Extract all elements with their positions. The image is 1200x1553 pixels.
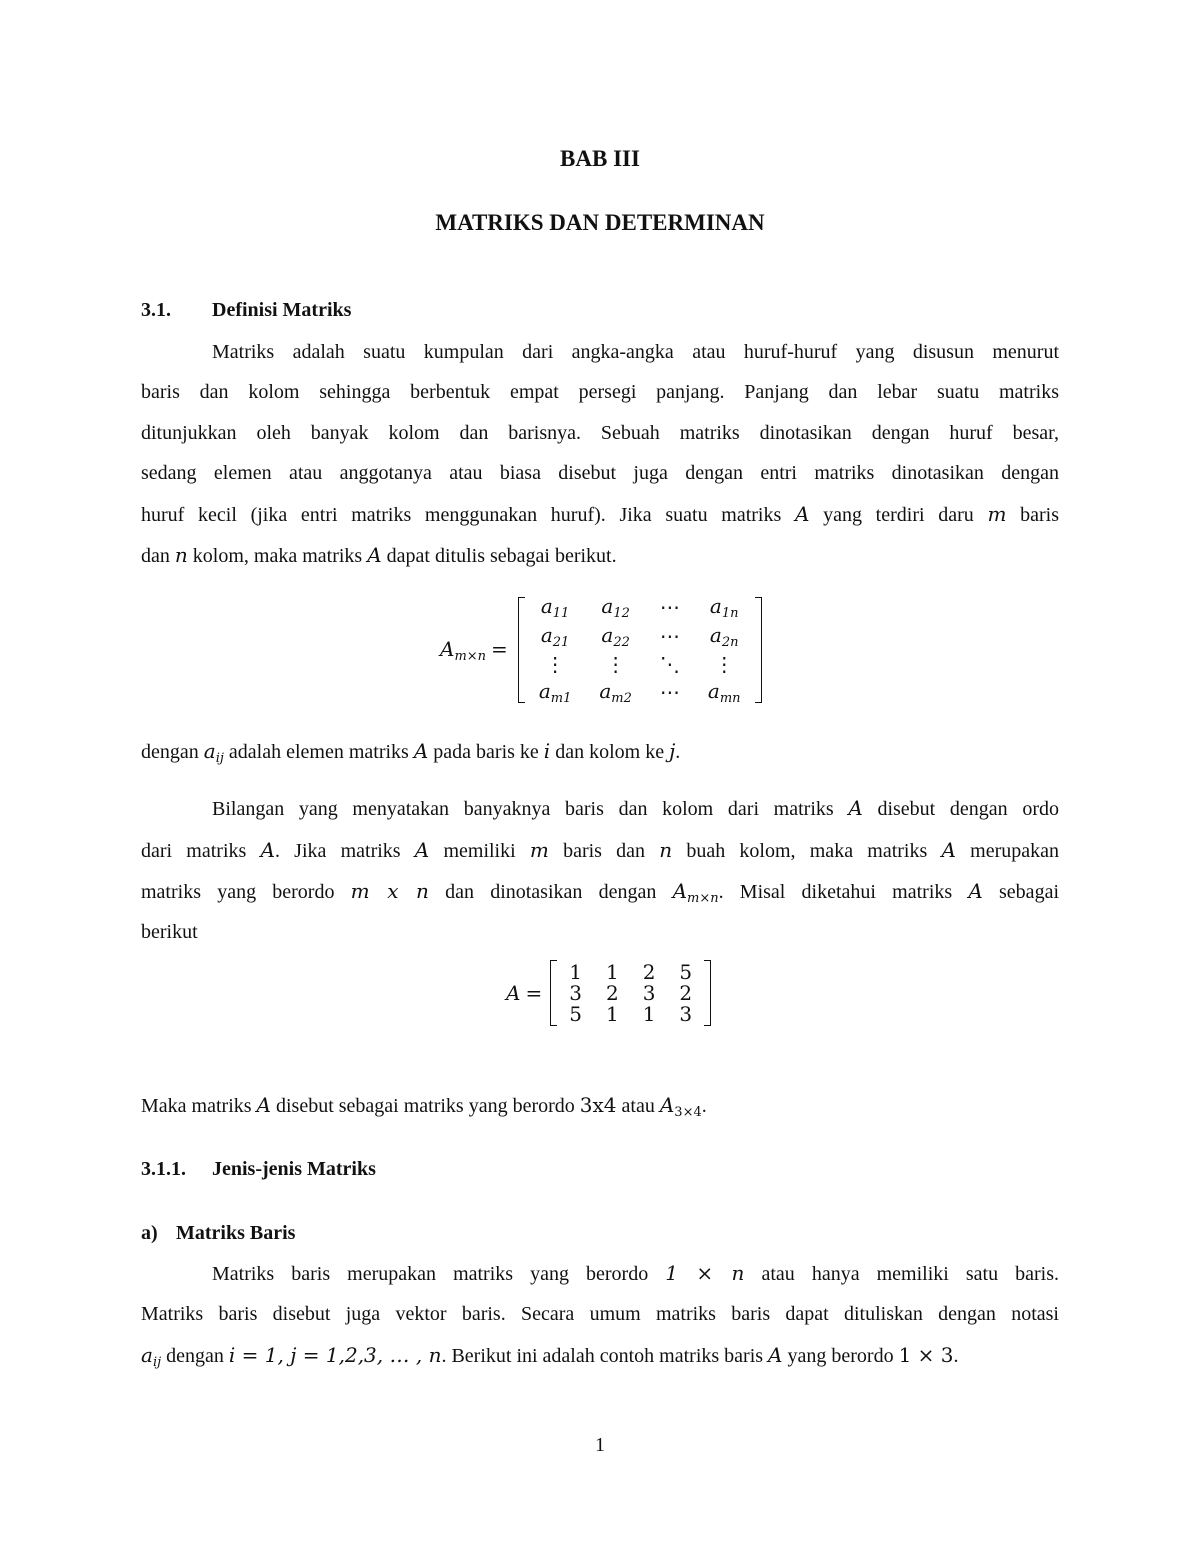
math-var: j [669,739,676,763]
matrix-row [525,651,755,678]
para2-line-1 [212,798,1059,819]
para1-line-4: sedang elemen atau anggotanya atau biasa disebut juga dengan entri matriks dinotasikan dengan [141,462,1059,484]
matrix-row [557,962,704,983]
matrix-entry: $a_{12}$ [601,594,630,621]
text-run: Bilangan yang menyatakan banyaknya baris dan kolom dari matriks [212,798,849,820]
text-run: dan kolom ke [550,741,670,763]
text-run: dan dinotasikan dengan [428,881,673,903]
math-expr: 1 × n [665,1261,745,1285]
text-run: disebut sebagai matriks yang berordo [270,1095,580,1117]
matrix-entry: ⋮ [605,652,626,676]
math-var: a [141,1343,153,1367]
para3-line-2: Matriks baris disebut juga vektor baris. Secara umum matriks baris dapat dituliskan dengan notasi [141,1303,1059,1325]
right-bracket [704,960,711,1026]
right-bracket [755,597,762,703]
math-var: A [672,879,688,903]
matrix-row [557,1004,704,1025]
matrix-entry: ⋱ [659,652,680,676]
math-var: A [794,502,810,526]
text-run: huruf kecil (jika entri matriks menggunakan huruf). Jika suatu matriks [141,504,795,526]
section-title: Definisi Matriks [212,299,352,321]
aij-description-line [141,741,680,769]
matrix-entry: 1 [605,1001,619,1026]
text-run: atau hanya memiliki satu baris. [744,1263,1060,1285]
math-var: A [968,879,983,903]
matrix-row [525,678,755,707]
para1-line-2: baris dan kolom sehingga berbentuk empat persegi panjang. Panjang dan lebar suatu matriks [141,381,1059,403]
math-var: A [848,796,863,820]
para2-line-3 [141,881,1059,909]
matrix-entry: 1 [569,959,582,984]
matrix-entry: ⋮ [714,652,735,676]
para1-line-6 [141,545,617,566]
matrix-row [557,983,704,1004]
matrix-entry: 2 [605,980,619,1005]
math-expr: i = 1, j = 1,2,3, … , n [228,1343,442,1367]
matrix-entry: $a_{21}$ [540,623,570,650]
text-run: pada baris ke [428,741,544,763]
para2-line-4: berikut [141,921,198,943]
text-run: atau [616,1095,660,1117]
math-var: A [941,838,956,862]
matrix-entry: $a_{1n}$ [709,594,739,621]
matrix-entry: 1 [605,959,619,984]
math-var: A [413,739,429,763]
text-run: baris dan [548,840,660,862]
chapter-label: BAB III [560,146,640,171]
matrix-entry: $a_{m1}$ [538,679,572,706]
math-subscript: 3×4 [674,1105,702,1120]
matrix-entry: ⋯ [659,595,680,619]
math-expr: 1 × 3 [898,1343,954,1367]
text-run: disebut dengan ordo [862,798,1059,820]
example-matrix-equation [506,958,711,1028]
math-var: m [987,502,1007,526]
item-label: a) [141,1222,158,1244]
math-var: m [529,838,549,862]
matrix-entry: ⋮ [545,652,566,676]
text-run: matriks yang berordo [141,881,351,903]
math-var: m x n [350,879,429,903]
subsection-title: Jenis-jenis Matriks [212,1158,376,1180]
text-run: sebagai [982,881,1059,903]
math-var: A [260,838,275,862]
math-subscript: ij [215,751,224,766]
matrix-entry: $a_{11}$ [540,594,570,621]
matrix-entry: $a_{mn}$ [707,679,741,706]
matrix-entry: 2 [679,980,693,1005]
math-subscript: m×n [687,891,719,906]
chapter-title: MATRIKS DAN DETERMINAN [435,210,765,235]
matrix-lhs: $A_{m\times n}$ = [440,636,508,664]
left-bracket [518,597,525,703]
para1-line-5 [141,504,1059,525]
text-run: Matriks baris merupakan matriks yang berordo [212,1263,666,1285]
math-var: i [543,739,551,763]
matrix-lhs: A = [506,980,543,1005]
subsection-number: 3.1.1. [141,1158,186,1180]
page-number: 1 [595,1434,605,1456]
left-bracket [550,960,557,1026]
math-var: A [659,1093,675,1117]
matrix-entry: ⋯ [659,680,680,704]
text-run: . [675,741,681,763]
math-expr: 3x4 [579,1093,617,1117]
text-run: buah kolom, maka matriks [672,840,942,862]
matrix-entry: $a_{22}$ [601,623,630,650]
math-subscript: ij [152,1355,162,1370]
text-run: baris [1006,504,1060,526]
matrix-entry: 5 [569,1001,582,1026]
text-run: merupakan [955,840,1059,862]
text-run: . [953,1345,959,1367]
matrix-row [525,593,755,622]
text-run: memiliki [429,840,530,862]
item-title: Matriks Baris [176,1222,296,1244]
math-var: A [768,1343,783,1367]
text-run: dengan [141,741,204,763]
text-run: dari matriks [141,840,261,862]
matrix-entry: 1 [642,1001,656,1026]
text-run: Maka matriks [141,1095,257,1117]
math-var: A [414,838,430,862]
matrix-entry: 5 [679,959,693,984]
matrix-entry: 2 [642,959,656,984]
matrix-entry: $a_{2n}$ [709,623,739,650]
para3-line-3 [141,1345,959,1373]
para2-line-2 [141,840,1059,861]
math-var: a [203,739,216,763]
para1-line-3: ditunjukkan oleh banyak kolom dan barisnya. Sebuah matriks dinotasikan dengan huruf besar, [141,422,1059,444]
text-run: adalah elemen matriks [223,741,414,763]
math-var: A [367,543,382,567]
matrix-row [525,622,755,651]
text-run: . Misal diketahui matriks [718,881,969,903]
text-run: dan [141,545,175,567]
text-run: . [701,1095,707,1117]
math-var: n [659,838,673,862]
matrix-entry: 3 [569,980,582,1005]
text-run: yang terdiri daru [809,504,988,526]
matrix-entry: 3 [679,1001,693,1026]
section-number: 3.1. [141,299,171,321]
text-run: . Jika matriks [274,840,415,862]
text-run: dapat ditulis sebagai berikut. [381,545,617,567]
general-matrix-grid [525,593,755,707]
matrix-entry: ⋯ [659,624,680,648]
text-run: . Berikut ini adalah contoh matriks baris [441,1345,769,1367]
text-run: yang berordo [782,1345,899,1367]
math-var: A [256,1093,271,1117]
matrix-entry: 3 [642,980,656,1005]
para1-line-1: Matriks adalah suatu kumpulan dari angka-angka atau huruf-huruf yang disusun menurut [212,341,1059,363]
example-matrix-grid [557,959,704,1026]
ordo-line [141,1095,707,1123]
text-run: dengan [161,1345,229,1367]
general-matrix-equation [440,596,762,704]
matrix-entry: $a_{m2}$ [599,679,632,706]
para3-line-1 [212,1263,1059,1284]
math-var: n [174,543,188,567]
text-run: kolom, maka matriks [187,545,368,567]
